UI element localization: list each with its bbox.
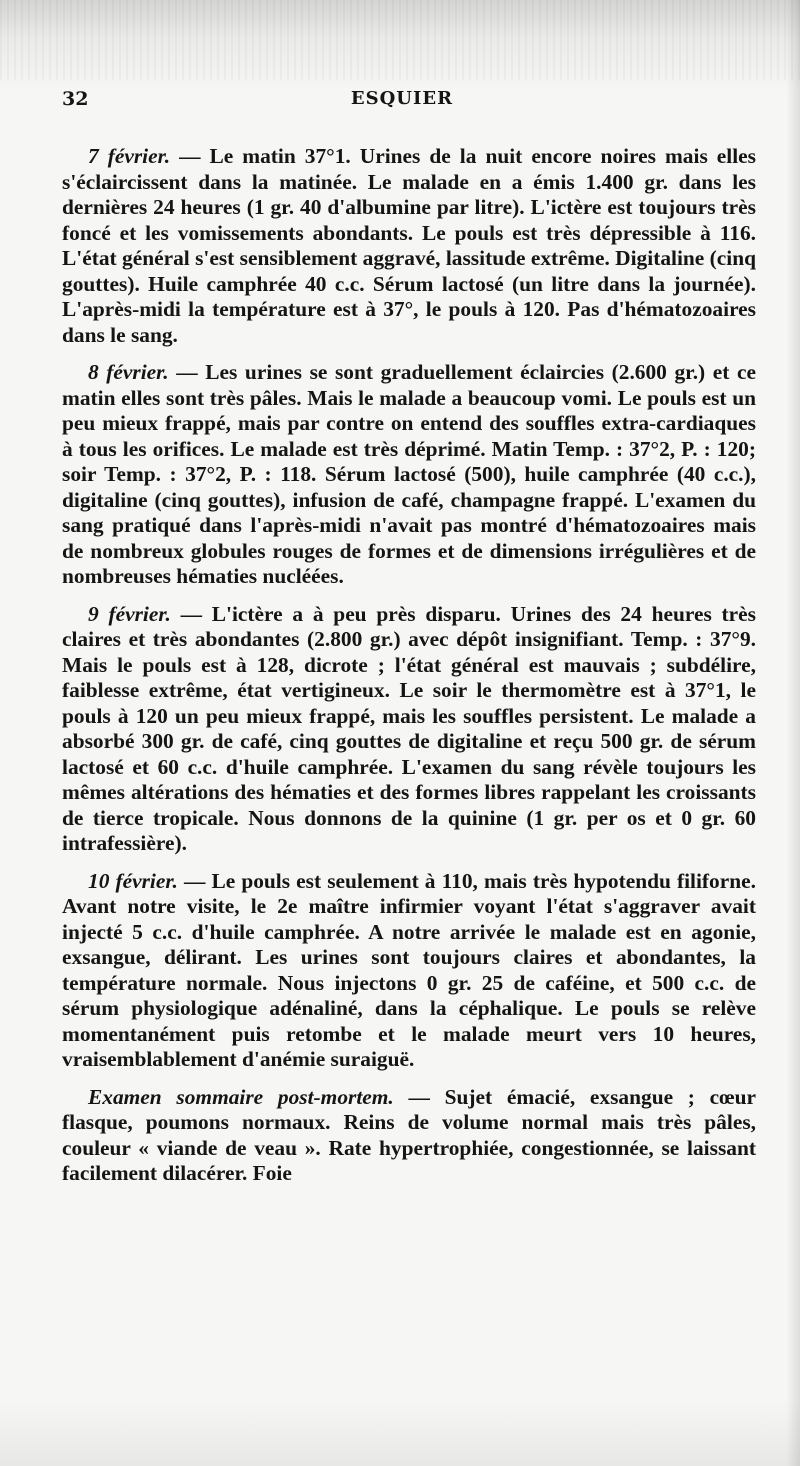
paragraph-9-fevrier — [62, 602, 756, 857]
page-header — [62, 88, 742, 114]
date-lead: 8 février. — [88, 360, 169, 384]
date-lead: 9 février. — [88, 601, 171, 626]
paragraph-text: — Le pouls est seulement à 110, mais très hypotendu filiforne. Avant notre visite, le 2e maître infirmier voyant l'état s'aggraver avait injecté 5 c.c. d'huile camphrée. A notre arrivée le malade est en agonie, exsangue, délirant. Les urines sont toujours claires et abondantes, la température normale. Nous injectons 0 gr. 25 de caféine, et 500 c.c. de sérum physiologique adénaliné, dans la céphalique. Le pouls se relève momentanément puis retombe et le malade meurt vers 10 heures, vraisemblablement d'anémie suraiguë. — [62, 868, 756, 1071]
paragraph-text: — L'ictère a à peu près disparu. Urines des 24 heures très claires et très abondantes (2.800 gr.) avec dépôt insignifiant. Temp. : 37°9. Mais le pouls est à 128, dicrote ; l'état général est mauvais ; subdélire, faiblesse extrême, état vertigineux. Le soir le thermomètre est à 37°1, le pouls à 120 un peu mieux frappé, mais les souffles persistent. Le malade a absorbé 300 gr. de café, cinq gouttes de digitaline et reçu 500 gr. de sérum lactosé et 60 c.c. d'huile camphrée. L'examen du sang révèle toujours les mêmes altérations des hématies et des formes libres rappelant les croissants de tierce tropicale. Nous donnons de la quinine (1 gr. per os et 0 gr. 60 intrafessière). — [62, 601, 756, 855]
date-lead: 7 février. — [88, 144, 171, 168]
paragraph-text: — Les urines se sont graduellement éclaircies (2.600 gr.) et ce matin elles sont très pâles. Mais le malade a beaucoup vomi. Le pouls est un peu mieux frappé, mais par contre on entend des souffles extra-cardiaques à tous les orifices. Le malade est très déprimé. Matin Temp. : 37°2, P. : 120; soir Temp. : 37°2, P. : 118. Sérum lactosé (500), huile camphrée (40 c.c.), digitaline (cinq gouttes), infusion de café, champagne frappé. L'examen du sang pratiqué dans l'après-midi n'avait pas montré d'hématozoaires mais de nombreux globules rouges de formes et de dimensions irrégulières et de nombreuses hématies nucléées. — [62, 360, 756, 588]
page-body — [62, 144, 756, 1199]
section-lead: Examen sommaire post-mortem. — [88, 1084, 394, 1109]
date-lead: 10 février. — [88, 868, 178, 893]
paragraph-text: — Sujet émacié, exsangue ; cœur flasque, poumons normaux. Reins de volume normal mais très pâles, couleur « viande de veau ». Rate hypertrophiée, congestionnée, se laissant facilement dilacérer. Foie — [62, 1084, 756, 1185]
scan-noise-top — [0, 0, 800, 80]
paragraph-text: — Le matin 37°1. Urines de la nuit encore noires mais elles s'éclaircissent dans la matinée. Le malade en a émis 1.400 gr. dans les dernières 24 heures (1 gr. 40 d'albumine par litre). L'ictère est toujours très foncé et les vomissements abondants. Le pouls est très dépressible à 116. L'état général s'est sensiblement aggravé, lassitude extrême. Digitaline (cinq gouttes). Huile camphrée 40 c.c. Sérum lactosé (un litre dans la journée). L'après-midi la température est à 37°, le pouls à 120. Pas d'hématozoaires dans le sang. — [62, 144, 756, 347]
page-edge-shadow — [786, 0, 800, 1466]
running-head: ESQUIER — [350, 88, 454, 109]
paragraph-7-fevrier — [62, 144, 756, 348]
page-number: 32 — [62, 88, 89, 110]
paragraph-10-fevrier — [62, 869, 756, 1073]
paragraph-post-mortem — [62, 1085, 756, 1187]
paragraph-8-fevrier — [62, 360, 756, 590]
